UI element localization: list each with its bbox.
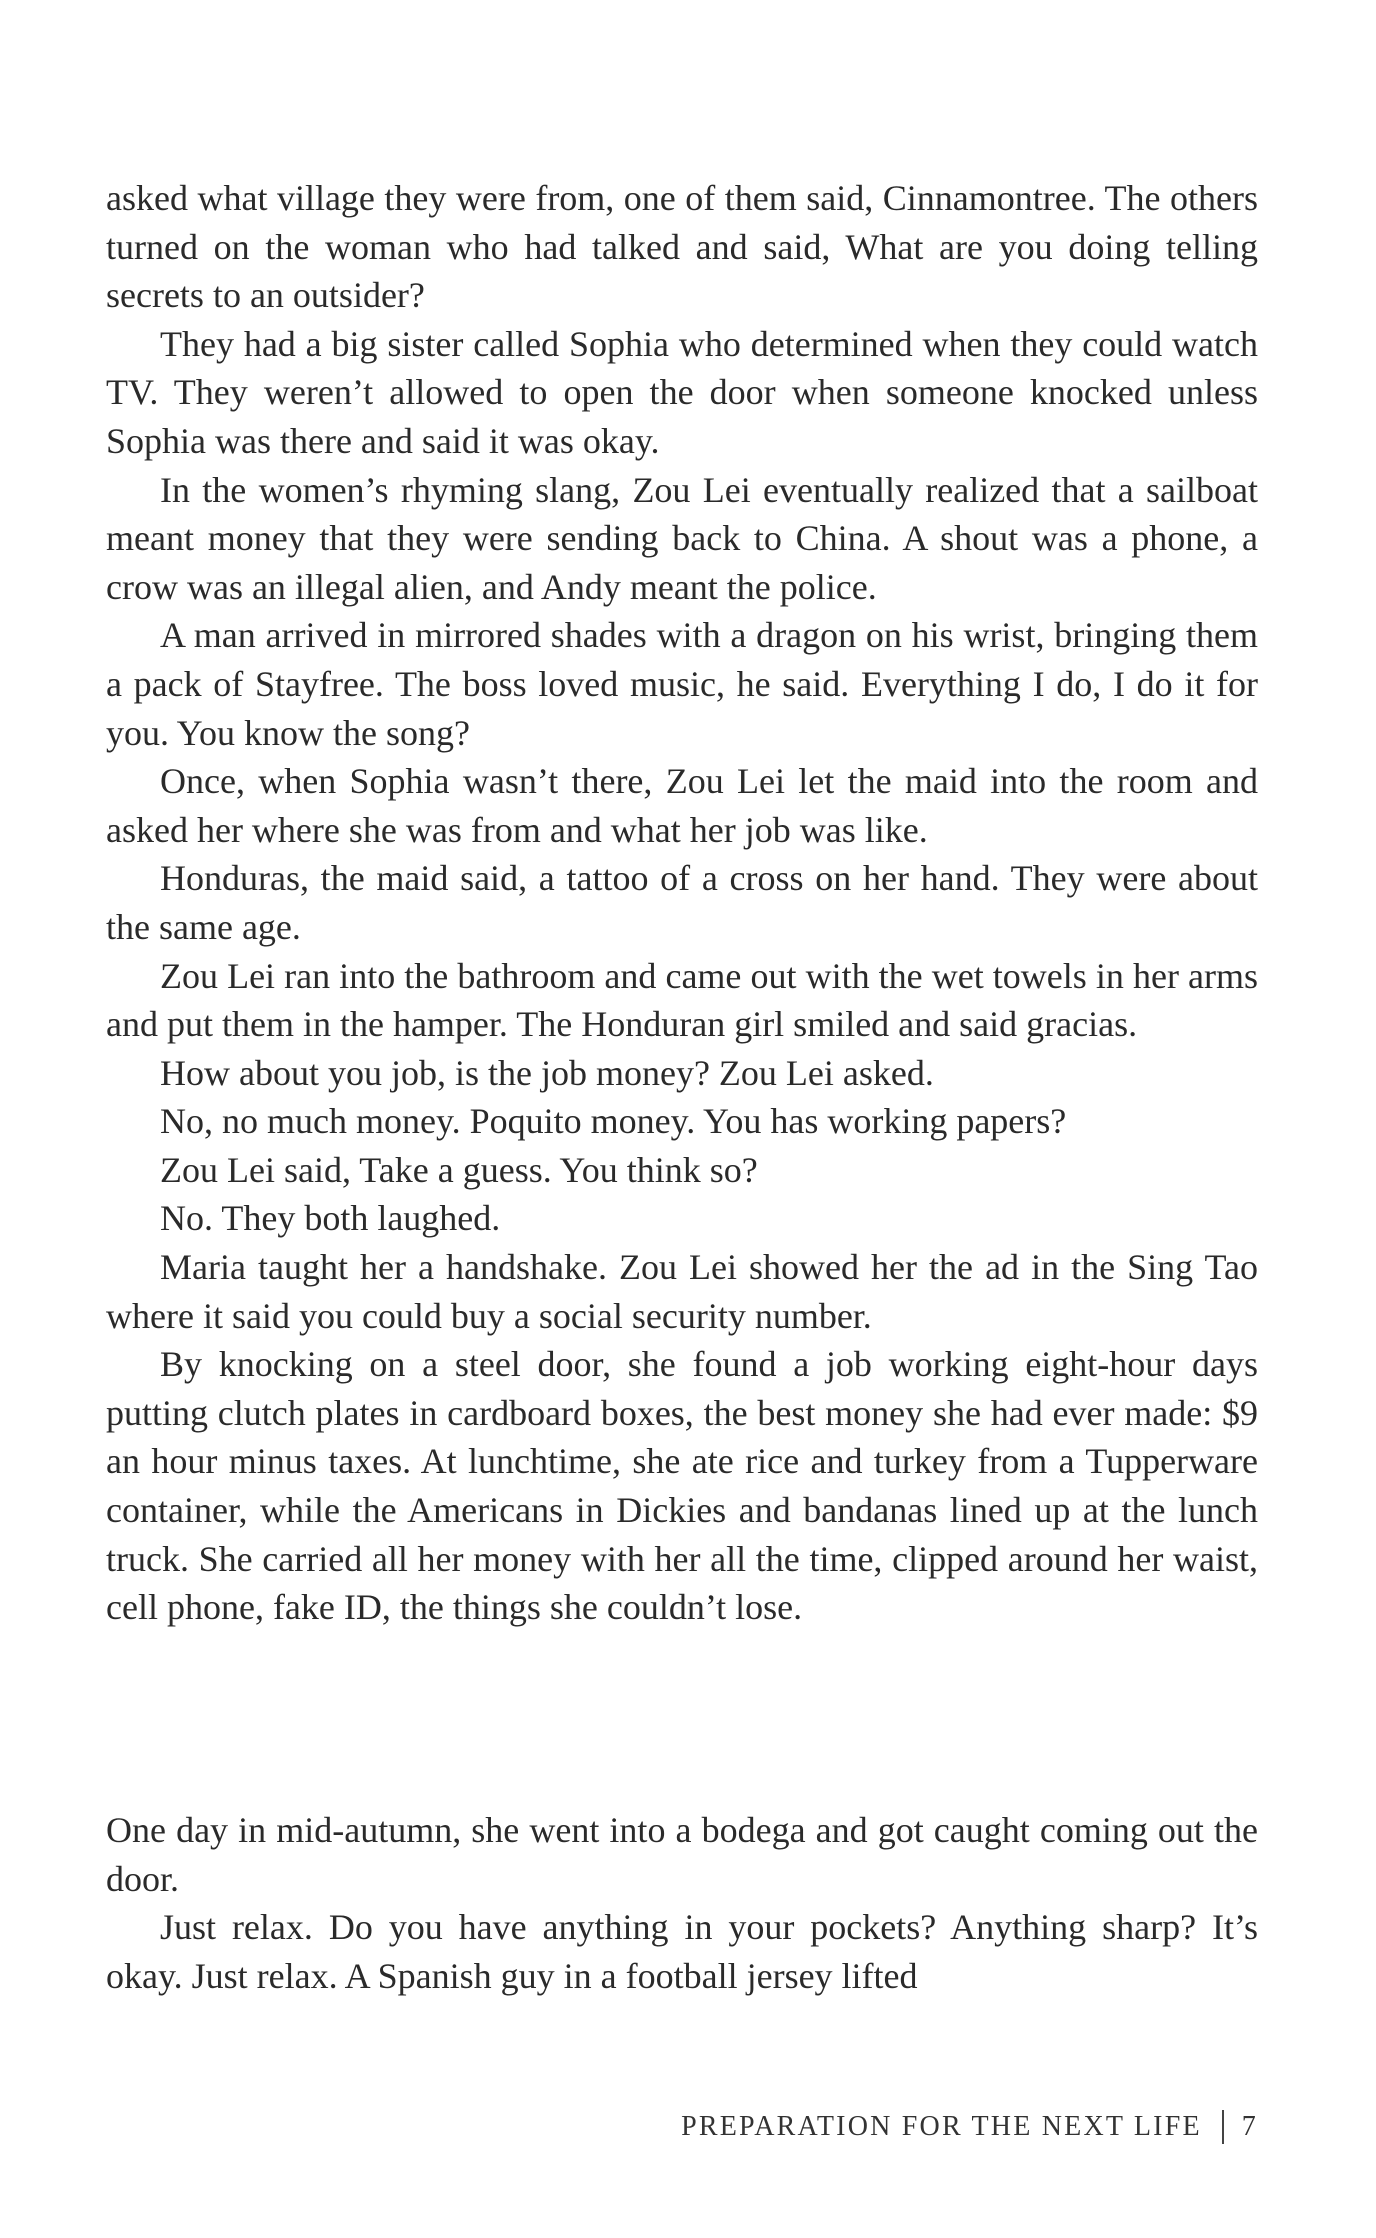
paragraph: Maria taught her a handshake. Zou Lei showed her the ad in the Sing Tao where it said you could buy a social security number. xyxy=(106,1247,1258,1336)
paragraph: Zou Lei ran into the bathroom and came out with the wet towels in her arms and put them in the hamper. The Honduran girl smiled and said gracias. xyxy=(106,955,1258,1045)
paragraph: Just relax. Do you have anything in your pockets? Anything sharp? It’s okay. Just relax. A Spanish guy in a football jersey lifted xyxy=(106,1907,1258,1996)
paragraph: They had a big sister called Sophia who determined when they could watch TV. They weren’t allowed to open the door when someone knocked unless Sophia was there and said it was okay. xyxy=(106,323,1258,461)
paragraph: One day in mid-autumn, she went into a bodega and got caught coming out the door. xyxy=(106,1810,1258,1899)
paragraph: In the women’s rhyming slang, Zou Lei eventually realized that a sailboat meant money that they were sending back to China. A shout was a phone, a crow was an illegal alien, and Andy meant the police. xyxy=(106,469,1258,607)
body-text-section-2 xyxy=(106,1806,1258,2000)
paragraph: Zou Lei said, Take a guess. You think so? xyxy=(160,1149,758,1190)
paragraph: By knocking on a steel door, she found a job working eight-hour days putting clutch plates in cardboard boxes, the best money she had ever made: $9 an hour minus taxes. At lunchtime, she ate rice and turkey from a Tupperware container, while the Americans in Dickies and bandanas lined up at the lunch truck. She carried all her money with her all the time, clipped around her waist, cell phone, fake ID, the things she couldn’t lose. xyxy=(106,1344,1258,1628)
paragraph: asked what village they were from, one of them said, Cinnamontree. The others turned on the woman who had talked and said, What are you doing telling secrets to an outsider? xyxy=(106,178,1258,316)
running-title: PREPARATION FOR THE NEXT LIFE xyxy=(681,2111,1202,2142)
footer-divider xyxy=(1222,2110,1224,2144)
page-footer xyxy=(681,2110,1258,2144)
paragraph: No, no much money. Poquito money. You has working papers? xyxy=(160,1101,1067,1142)
paragraph: Honduras, the maid said, a tattoo of a cross on her hand. They were about the same age. xyxy=(106,858,1258,947)
paragraph: How about you job, is the job money? Zou Lei asked. xyxy=(160,1052,934,1093)
body-text-section-1 xyxy=(106,174,1258,1632)
paragraph: Once, when Sophia wasn’t there, Zou Lei let the maid into the room and asked her where she was from and what her job was like. xyxy=(106,761,1258,850)
paragraph: A man arrived in mirrored shades with a dragon on his wrist, bringing them a pack of Stayfree. The boss loved music, he said. Everything I do, I do it for you. You know the song? xyxy=(106,615,1258,753)
paragraph: No. They both laughed. xyxy=(160,1198,501,1239)
page-number: 7 xyxy=(1241,2111,1258,2142)
